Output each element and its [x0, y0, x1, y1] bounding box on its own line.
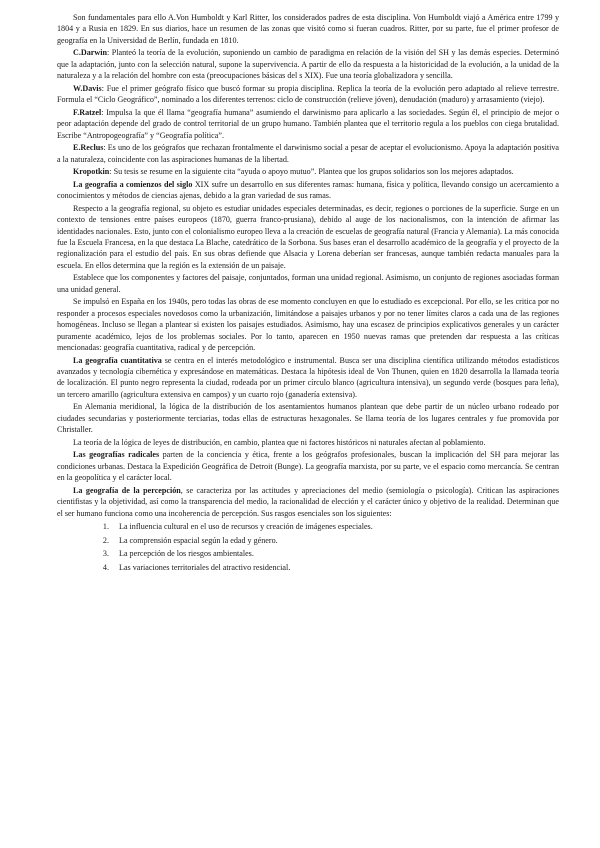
- paragraph-text: Se impulsó en España en los 1940s, pero todas las obras de ese momento concluyen en que lo estudiado es excepcional. Por ello, se les critica por no responder a procesos especiales novedosos como la urbanización, limitándose a paisajes urbanos y por no tener límites claros a cada una de las regiones homogéneas. Incluso se llegan a plantear si existen los paisajes estudiados. Asimismo, hay una escasez de principios explicativos generales y un carácter puramente académico, lejos de los problemas sociales. Por lo tanto, aparecen en 1950 nuevas ramas que pretenden dar respuesta a las críticas mencionadas: geografía cuantitativa, radical y de percepción.: [57, 297, 559, 353]
- paragraph-lead: C.Darwin: [73, 48, 107, 58]
- list-item: 1. La influencia cultural en el uso de recursos y creación de imágenes especiales.: [111, 520, 559, 534]
- paragraph-humboldt-ritter: [57, 12, 559, 46]
- paragraph-reclus: [57, 142, 559, 165]
- paragraph-text: : Planteó la teoría de la evolución, suponiendo un cambio de paradigma en relación de la visión del SH y las demás especies. Determinó que la adaptación, junto con la selección natural, supone la supervivencia. A partir de ello da respuesta a la historicidad de la evolución, a la unidad de la naturaleza y a la relación del hombre con esta (preocupaciones básicas del s XIX). Fue una teoría globalizadora y sencilla.: [57, 48, 559, 81]
- rasgos-list: [57, 520, 559, 574]
- paragraph-geografias-radicales: [57, 449, 559, 483]
- paragraph-darwin: [57, 47, 559, 81]
- paragraph-text: XIX sufre un desarrollo en sus diferentes ramas: humana, física y política, llevando consigo un acercamiento a conocimientos y métodos de ciencias ajenas, debido a la gran variedad de sus ramas.: [57, 179, 559, 201]
- paragraph-lead: La geografía de la percepción: [73, 485, 181, 495]
- paragraph-componentes-paisaje: [57, 272, 559, 295]
- paragraph-davis: [57, 83, 559, 106]
- paragraph-geografia-regional: [57, 203, 559, 271]
- paragraph-ratzel: [57, 107, 559, 141]
- paragraph-text: , se caracteriza por las actitudes y apreciaciones del medio (semiología o psicología). Critican las aspiraciones cientifistas y la objetividad, así como la transparencia del medio, la racionalidad de elección y el carácter único y objetivo de la realidad. Determinan que el ser humano funciona como una incoherencia de percepción. Sus rasgos esenciales son los siguientes:: [57, 485, 559, 518]
- paragraph-text: : Fue el primer geógrafo físico que buscó formar su propia disciplina. Replica la teoría de la evolución pero adaptado al relieve terrestre. Formula el “Ciclo Geográfico”, nominado a los diferentes terrenos: ciclo de construcción (relieve jóven), denudación (maduro) y arrasamiento (viejo).: [57, 83, 559, 105]
- paragraph-lead: La geografía a comienzos del siglo: [73, 179, 193, 189]
- paragraph-leyes-distribucion: [57, 437, 559, 448]
- paragraph-text: Establece que los componentes y factores del paisaje, conjuntados, forman una unidad regional. Asimismo, un conjunto de regiones asociadas forman una unidad general.: [57, 273, 559, 294]
- paragraph-text: : Impulsa la que él llama “geografía humana” asumiendo el darwinismo para aplicarlo a las sociedades. Según él, el principio de mejor o peor adaptación depende del grado de control territorial de un grupo humano. También plantea que el territorio regula a los pueblos con ciega brutalidad. Escribe “Antropogeografía” y “Geografía política”.: [57, 107, 559, 140]
- paragraph-text: En Alemania meridional, la lógica de la distribución de los asentamientos humanos plantean que debe partir de un núcleo urbano rodeado por ciudades secundarias y posteriormente terciarias, todas ellas de estructuras hexagonales. Se llama teoría de los lugares centrales y fue promovida por Christaller.: [57, 402, 559, 435]
- paragraph-alemania-meridional: [57, 401, 559, 435]
- paragraph-geografia-siglo: [57, 179, 559, 202]
- list-item: 3. La percepción de los riesgos ambientales.: [111, 547, 559, 561]
- paragraph-geografia-percepcion: [57, 485, 559, 519]
- paragraph-lead: W.Davis: [73, 83, 102, 93]
- paragraph-text: Respecto a la geografía regional, su objeto es estudiar unidades especiales determinadas, es decir, regiones o porciones de la superficie. Surge en un contexto de tensiones entre países europeos (1870, guerra franco-prusiana), debido al auge de los nacionalismos, con la intención de afirmar las identidades nacionales. Esto, junto con el colonialismo europeo lleva a la creación de escuelas de geografía natural (Francia y Alemania). La más conocida fue la Escuela Francesa, en la que destaca La Blache, catedrático de la Sorbona. Sus bases eran el desarrollo académico de la geografía y el proyecto de la regionalización para el estudio del país. En sus obras defiende que Alsacia y Lorena deberían ser francesas, aunque también redacta manuales para la escuela. En ellos determina que la región es la extensión de un paisaje.: [57, 203, 559, 270]
- paragraph-kropotkin: [57, 166, 559, 177]
- paragraph-text: parten de la conciencia y ética, frente a los geógrafos profesionales, buscan la implicación del SH para mejorar las condiciones urbanas. Destaca la Expedición Geográfica de Detroit (Bunge). La geografía marxista, por su parte, ve el espacio como mercancía. Se centran en la geopolítica y el carácter local.: [57, 450, 559, 483]
- paragraph-lead: Kropotkin: [73, 167, 110, 177]
- paragraph-text: Son fundamentales para ello A.Von Humboldt y Karl Ritter, los considerados padres de esta disciplina. Von Humboldt viajó a América entre 1799 y 1804 y a Rusia en 1829. En sus diarios, hace un resumen de las zonas que visitó como si fueran cuadros. Ritter, por su parte, fue el primer profesor de geografía en la Universidad de Berlín, fundada en 1810.: [57, 13, 559, 45]
- paragraph-lead: F.Ratzel: [73, 107, 102, 117]
- list-item: 2. La comprensión espacial según la edad y género.: [111, 534, 559, 548]
- document-page: [57, 12, 559, 575]
- list-item: 4. Las variaciones territoriales del atractivo residencial.: [111, 561, 559, 575]
- paragraph-text: : Es uno de los geógrafos que rechazan frontalmente el darwinismo social a pesar de aceptar el evolucionismo. Apoya la adaptación positiva a la naturaleza, coincidente con las aspiraciones humanas de la libertad.: [57, 143, 559, 164]
- paragraph-lead: La geografía cuantitativa: [73, 355, 162, 365]
- paragraph-lead: Las geografías radicales: [73, 450, 160, 460]
- paragraph-text: La teoría de la lógica de leyes de distribución, en cambio, plantea que ni factores históricos ni naturales afectan al poblamiento.: [73, 437, 486, 447]
- paragraph-lead: E.Reclus: [73, 143, 104, 153]
- paragraph-geografia-cuantitativa: [57, 355, 559, 401]
- paragraph-espana-1940s: [57, 296, 559, 353]
- paragraph-text: se centra en el interés metodológico e instrumental. Busca ser una disciplina científica utilizando métodos estadísticos avanzados y tecnología cibernética y expresándose en matemáticas. Destaca la hipótesis ideal de Von Thunen, quien en 1820 desarrolla la llamada teoría de localización. El punto negro representa la ciudad, rodeada por un primer círculo blanco (agricultura intensiva), un segundo verde (bosques para leña), un tercero amarillo (agricultura extensiva en campos) y un cuarto rojo (ganadería extensiva).: [57, 355, 559, 399]
- paragraph-text: : Su tesis se resume en la siguiente cita “ayuda o apoyo mutuo”. Plantea que los grupos solidarios son los mejores adaptados.: [109, 167, 514, 177]
